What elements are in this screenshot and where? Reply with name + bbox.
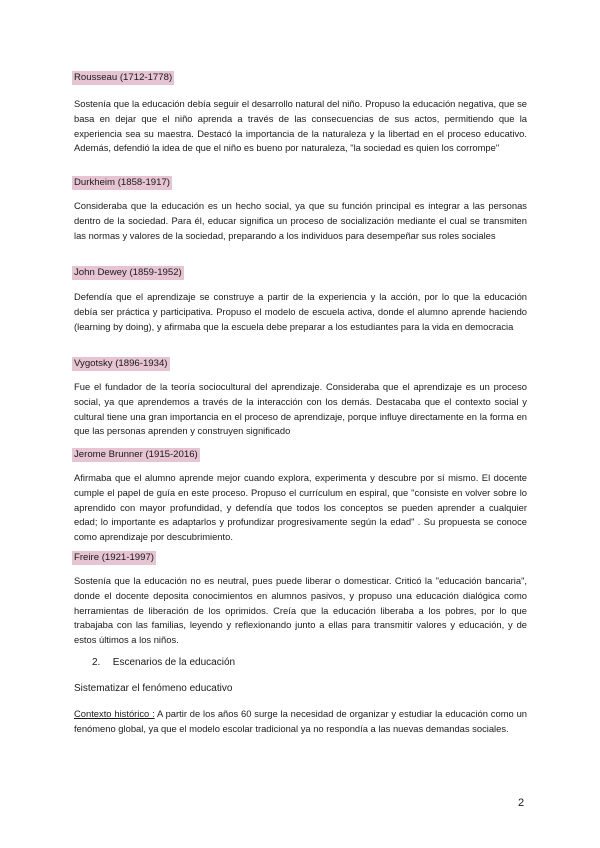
author-heading-brunner: Jerome Brunner (1915-2016): [74, 449, 198, 460]
section-title: Escenarios de la educación: [112, 657, 236, 668]
context-paragraph: [74, 707, 527, 737]
author-heading-rousseau: Rousseau (1712-1778): [74, 72, 173, 83]
author-heading-durkheim: Durkheim (1858-1917): [74, 177, 170, 188]
author-paragraph-rousseau: Sostenía que la educación debía seguir el desarrollo natural del niño. Propuso la educación negativa, que se basa en dejar que el niño aprenda a través de las consecuencias de sus actos, permitiendo que la experiencia sea su maestra. Destacó la importancia de la naturaleza y la libertad en el proceso educativo. Además, defendió la idea de que el niño es bueno por naturaleza, "la sociedad es quien los corrompe": [74, 98, 527, 154]
author-paragraph-vygotsky: Fue el fundador de la teoría sociocultural del aprendizaje. Consideraba que el aprendizaje es un proceso social, ya que aprendemos a través de la interacción con los demás. Destacaba que el contexto social y cultural tiene una gran importancia en el proceso de aprendizaje, porque influye directamente en la forma en que las personas aprenden y construyen significado: [74, 381, 527, 437]
context-text: A partir de los años 60 surge la necesidad de organizar y estudiar la educación como un fenómeno global, ya que el modelo escolar tradicional ya no respondía a las nuevas demandas sociales.: [74, 708, 527, 734]
author-paragraph-freire: Sostenía que la educación no es neutral, pues puede liberar o domesticar. Criticó la "educación bancaria", donde el docente deposita conocimientos en alumnos pasivos, y propuso una educación dialógica como herramientas de liberación de los oprimidos. Creía que la educación liberaba a los pobres, por lo que trabajaba con las familias, leyendo y reflexionando junto a ellas para transmitir valores y educación, y de estos últimos a los niños.: [74, 575, 527, 646]
author-heading-vygotsky: Vygotsky (1896-1934): [74, 358, 168, 369]
context-label: Contexto histórico :: [74, 708, 155, 719]
author-paragraph-brunner: Afirmaba que el alumno aprende mejor cuando explora, experimenta y descubre por sí mismo. El docente cumple el papel de guía en este proceso. Propuso el currículum en espiral, que "consiste en volver sobre lo aprendido con mayor profundidad, y defendía que todos los conceptos se pueden aprender a cualquier edad; lo importante es adaptarlos y profundizar progresivamente según la edad" . Su propuesta se conoce como aprendizaje por descubrimiento.: [74, 472, 527, 543]
page-number: 2: [518, 797, 525, 809]
section-heading: [92, 656, 235, 670]
subheading: Sistematizar el fenómeno educativo: [74, 683, 233, 694]
author-heading-freire: Freire (1921-1997): [74, 552, 154, 563]
author-paragraph-durkheim: Consideraba que la educación es un hecho social, ya que su función principal es integrar a las personas dentro de la sociedad. Para él, educar significa un proceso de socialización mediante el cual se transmiten las normas y valores de la sociedad, preparando a los individuos para desempeñar sus roles sociales: [74, 200, 527, 241]
author-heading-dewey: John Dewey (1859-1952): [74, 267, 182, 278]
author-paragraph-dewey: Defendía que el aprendizaje se construye a partir de la experiencia y la acción, por lo que la educación debía ser práctica y participativa. Propuso el modelo de escuela activa, donde el alumno aprende haciendo (learning by doing), y afirmaba que la escuela debe preparar a los estudiantes para la vida en democracia: [74, 291, 527, 332]
section-number: 2.: [92, 657, 101, 668]
